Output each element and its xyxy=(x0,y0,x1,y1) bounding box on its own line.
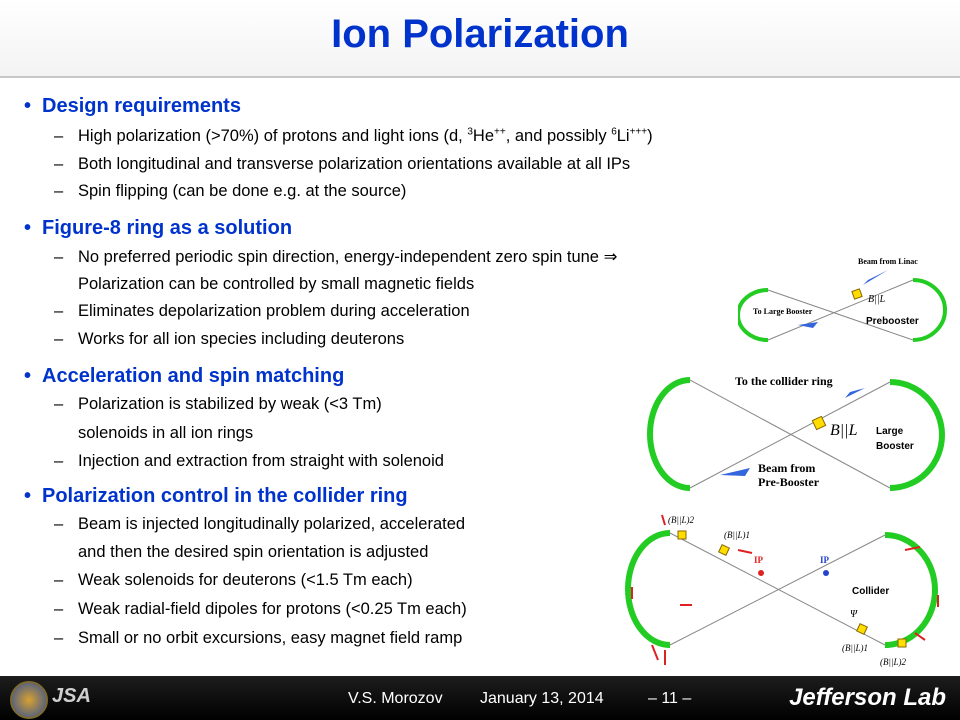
superscript: 3 xyxy=(467,126,473,138)
to-large-booster-label: To Large Booster xyxy=(753,307,813,316)
sub-item-continuation xyxy=(54,543,428,562)
sub-item: – Weak radial-field dipoles for protons (<0.25 Tm each) xyxy=(54,600,467,618)
bl1-top-label: (B||L)1 xyxy=(724,530,750,540)
sub-text: Spin flipping (can be done e.g. at the source) xyxy=(78,182,407,200)
bl1-bottom-label: (B||L)1 xyxy=(842,643,868,653)
sub-text: Weak radial-field dipoles for protons (<0.25 Tm each) xyxy=(78,600,467,618)
sub-text: Works for all ion species including deuterons xyxy=(78,330,405,348)
ip-marker xyxy=(758,570,764,576)
sub-item: – No preferred periodic spin direction, energy-independent zero spin tune ⇒ xyxy=(54,248,618,266)
sub-text: Both longitudinal and transverse polarization orientations available at all IPs xyxy=(78,155,631,173)
sub-text: ) xyxy=(647,127,653,145)
psi-label: Ψ xyxy=(850,609,858,620)
bullet-heading: Acceleration and spin matching xyxy=(42,365,345,387)
large-label: Large xyxy=(876,426,904,437)
sub-item: – Injection and extraction from straight with solenoid xyxy=(54,452,444,470)
jsa-logo: JSA xyxy=(52,685,91,707)
beam-from-linac-label: Beam from Linac xyxy=(858,257,918,266)
bullet-acceleration xyxy=(24,365,344,388)
prebooster-label: Prebooster xyxy=(866,316,919,327)
sub-item: – Polarization is stabilized by weak (<3 Tm) xyxy=(54,395,382,413)
ip-marker xyxy=(823,570,829,576)
bullet-heading: Polarization control in the collider ring xyxy=(42,485,408,507)
doe-seal-icon xyxy=(10,681,48,719)
slide-title: Ion Polarization xyxy=(331,12,629,56)
sub-text: Beam is injected longitudinally polarized, accelerated xyxy=(78,515,466,533)
footer-date: January 13, 2014 xyxy=(480,690,604,707)
sub-item: – Small or no orbit excursions, easy magnet field ramp xyxy=(54,629,463,647)
sub-text: , and possibly xyxy=(505,127,612,145)
collider-diagram xyxy=(620,505,948,671)
sub-text: Small or no orbit excursions, easy magnet field ramp xyxy=(78,629,463,647)
bullet-design-requirements xyxy=(24,95,241,118)
sub-text: Injection and extraction from straight with solenoid xyxy=(78,452,444,470)
beam-from-label: Beam from xyxy=(758,461,816,475)
solenoid-icon xyxy=(678,531,686,539)
bl2-bottom-label: (B||L)2 xyxy=(880,657,906,667)
bullet-figure-8 xyxy=(24,217,292,240)
footer-author: V.S. Morozov xyxy=(348,690,443,707)
ip-right-label: IP xyxy=(820,555,829,565)
booster-label: Booster xyxy=(876,441,914,452)
sub-text: No preferred periodic spin direction, energy-independent zero spin tune ⇒ xyxy=(78,248,618,266)
solenoid-icon xyxy=(898,639,906,647)
sub-text: solenoids in all ion rings xyxy=(78,424,254,442)
superscript: 6 xyxy=(611,126,617,138)
bullet-heading: Figure-8 ring as a solution xyxy=(42,217,293,239)
sub-item: – Spin flipping (can be done e.g. at the source) xyxy=(54,182,407,200)
sub-item: – Beam is injected longitudinally polarized, accelerated xyxy=(54,515,466,533)
sub-text: High polarization (>70%) of protons and light ions (d, xyxy=(78,127,468,145)
sub-item: – Eliminates depolarization problem during acceleration xyxy=(54,302,470,320)
jefferson-lab-logo: Jefferson Lab xyxy=(789,684,946,711)
bullet-dot: • xyxy=(24,217,32,239)
sub-text: Polarization can be controlled by small magnetic fields xyxy=(78,275,475,293)
prebooster-diagram xyxy=(738,250,948,350)
sub-text: and then the desired spin orientation is adjusted xyxy=(78,543,429,561)
bullet-dot: • xyxy=(24,365,32,387)
to-collider-ring-label: To the collider ring xyxy=(735,374,833,388)
sub-text: Li xyxy=(616,127,630,145)
bullet-polarization-control xyxy=(24,485,408,508)
sub-text: Eliminates depolarization problem during acceleration xyxy=(78,302,470,320)
sub-item: – High polarization (>70%) of protons and light ions (d, $^3$He++, and possibly $^6$Li+++) xyxy=(54,126,653,145)
sub-item-continuation xyxy=(54,275,474,294)
superscript: +++ xyxy=(629,126,648,138)
sub-text: Weak solenoids for deuterons (<1.5 Tm each) xyxy=(78,571,413,589)
sub-item-continuation xyxy=(54,424,253,443)
footer-page-number: – 11 – xyxy=(648,690,692,707)
large-booster-diagram xyxy=(640,370,945,500)
sub-item: – Works for all ion species including deuterons xyxy=(54,330,405,348)
footer xyxy=(0,676,960,720)
bullet-dot: • xyxy=(24,485,32,507)
sub-item: – Both longitudinal and transverse polarization orientations available at all IPs xyxy=(54,155,631,173)
ip-left-label: IP xyxy=(754,555,763,565)
bl2-top-label: (B||L)2 xyxy=(668,515,694,525)
bl-label: B||L xyxy=(868,294,886,305)
bl-label: B||L xyxy=(830,422,858,439)
sub-text: Polarization is stabilized by weak (<3 Tm) xyxy=(78,395,382,413)
pre-booster-label: Pre-Booster xyxy=(758,475,820,489)
superscript: ++ xyxy=(494,126,506,138)
sub-text: He xyxy=(472,127,495,145)
bullet-heading: Design requirements xyxy=(42,95,241,117)
bullet-dot: • xyxy=(24,95,32,117)
collider-label: Collider xyxy=(852,586,890,597)
sub-item: – Weak solenoids for deuterons (<1.5 Tm each) xyxy=(54,571,413,589)
